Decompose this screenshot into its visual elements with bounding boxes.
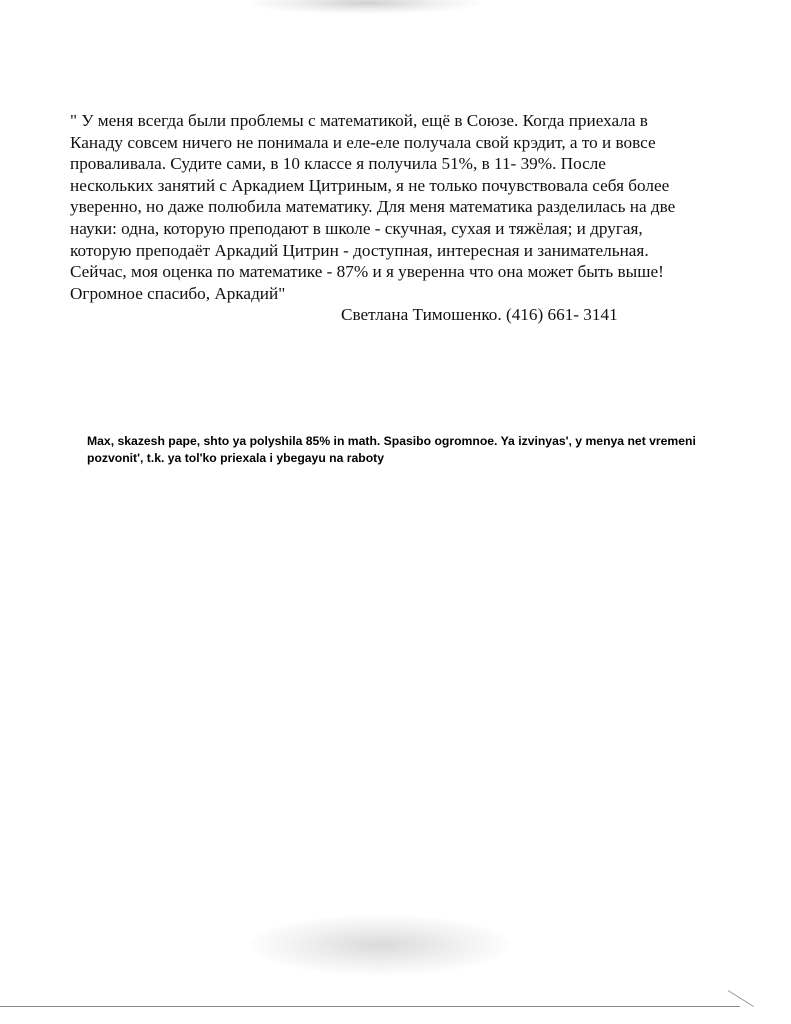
testimonial-line: " У меня всегда были проблемы с математикой, ещё в Союзе. Когда приехала в [70, 111, 648, 130]
scan-shadow-bottom [250, 915, 510, 975]
testimonial-text [70, 110, 730, 304]
testimonial-line: Канаду совсем ничего не понимала и еле-еле получала свой крэдит, а то и вовсе [70, 132, 656, 152]
testimonial-line: Огромное спасибо, Аркадий" [70, 283, 286, 303]
testimonial-line: проваливала. Судите сами, в 10 классе я получила 51%, в 11- 39%. После [70, 154, 606, 174]
testimonial-line: науки: одна, которую преподают в школе - скучная, сухая и тяжёлая; и другая, [70, 218, 643, 238]
note-line: Max, skazesh pape, shto ya polyshila 85% in math. Spasibo ogromnoe. Ya izvinyas', y menya net vremeni [87, 434, 696, 448]
testimonial-line: нескольких занятий с Аркадием Цитриным, я не только почувствовала себя более [70, 175, 670, 195]
scan-shadow-top [250, 0, 480, 14]
testimonial-line: уверенно, но даже полюбила математику. Для меня математика разделилась на две [70, 197, 676, 217]
handwritten-note [87, 433, 747, 467]
testimonial-line: которую преподаёт Аркадий Цитрин - доступная, интересная и занимательная. [70, 240, 649, 260]
testimonial-line: Сейчас, моя оценка по математике - 87% и я уверенна что она может быть выше! [70, 262, 664, 282]
scan-page-corner [728, 990, 754, 1007]
testimonial-signature: Светлана Тимошенко. (416) 661- 3141 [341, 305, 618, 324]
note-line: pozvonit', t.k. ya tol'ko priexala i ybegayu na raboty [87, 451, 385, 465]
scan-page-edge [0, 1006, 740, 1007]
